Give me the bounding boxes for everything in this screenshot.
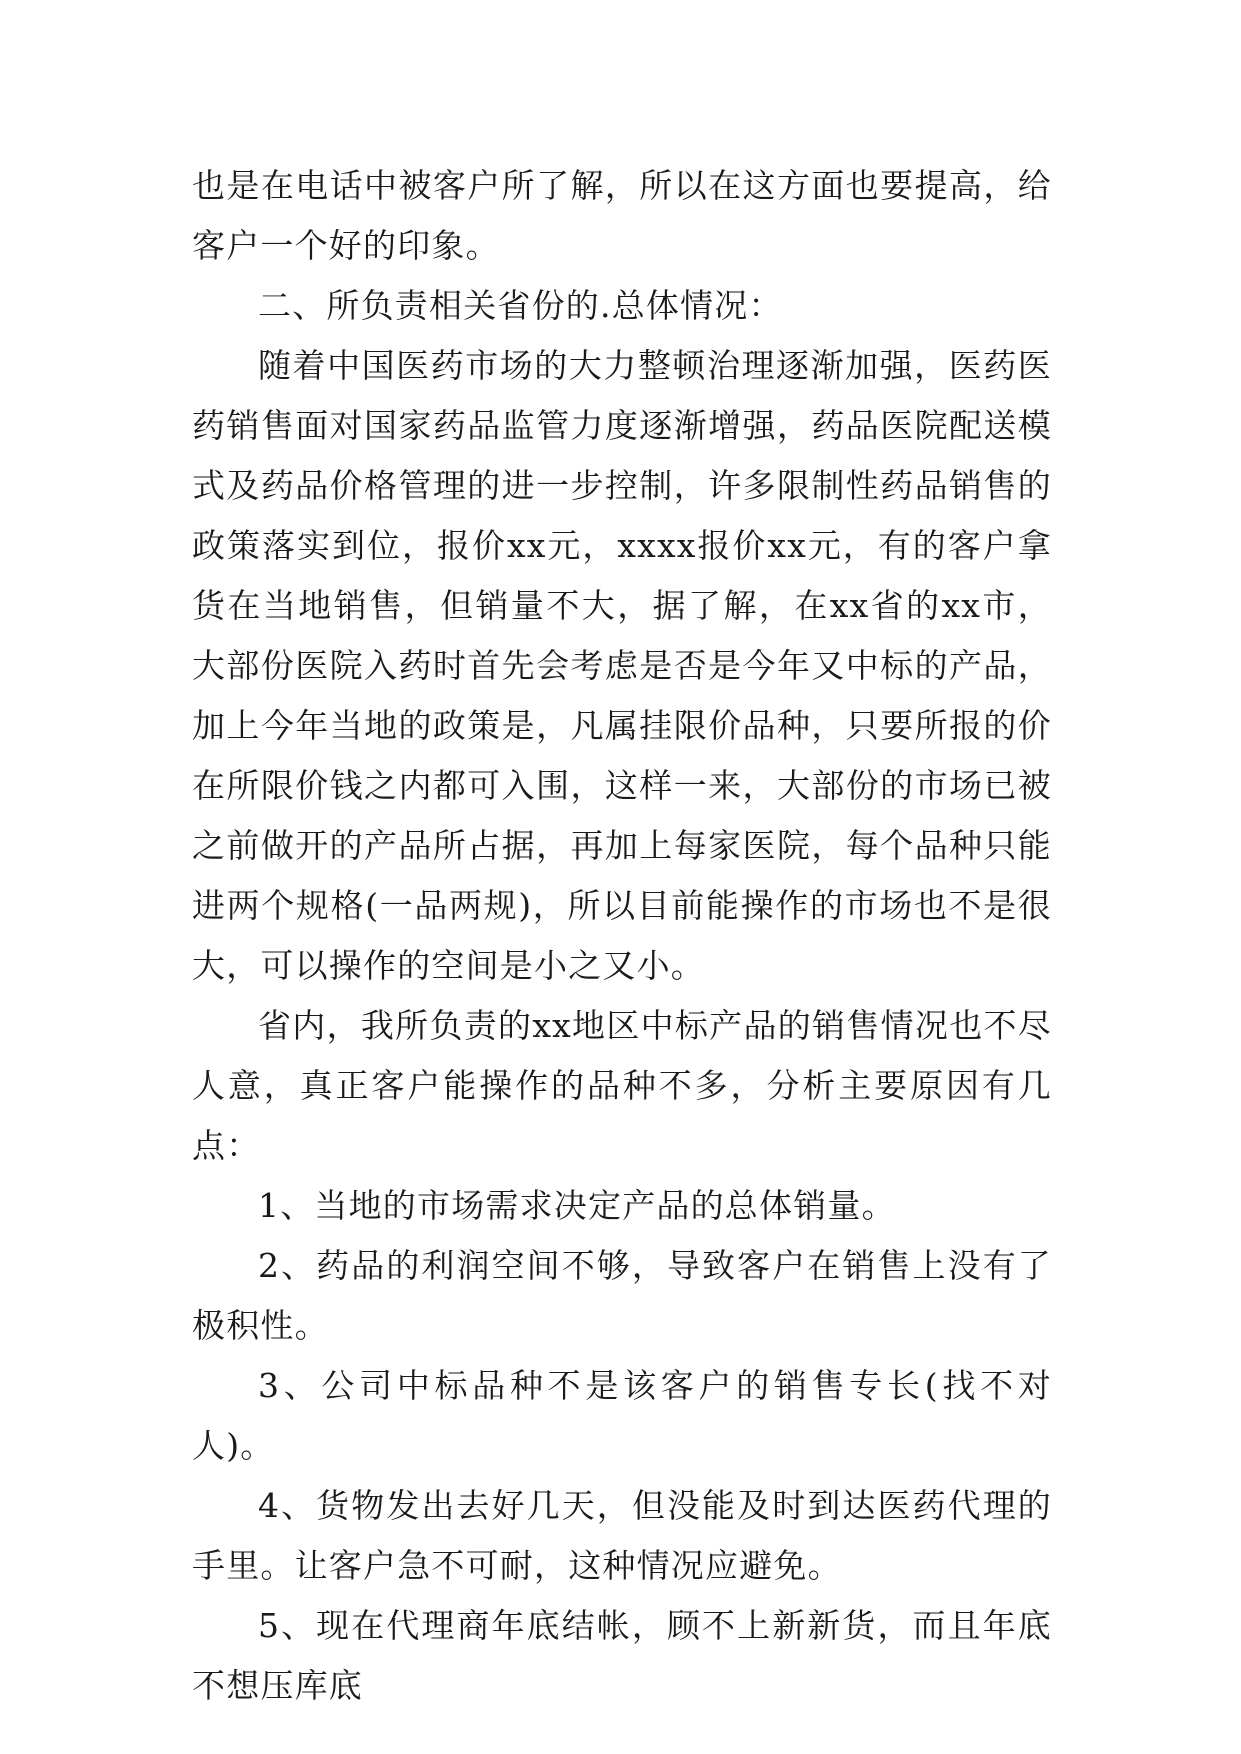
list-item: 5、现在代理商年底结帐，顾不上新新货，而且年底不想压库底 [192,1606,1052,1705]
list-item: 3、公司中标品种不是该客户的销售专长(找不对人)。 [192,1366,1052,1465]
paragraph: 随着中国医药市场的大力整顿治理逐渐加强，医药医药销售面对国家药品监管力度逐渐增强，药品医院配送模式及药品价格管理的进一步控制，许多限制性药品销售的政策落实到位，报价xx元，xxxx报价xx元，有的客户拿货在当地销售，但销量不大，据了解，在xx省的xx市，大部份医院入药时首先会考虑是否是今年又中标的产品，加上今年当地的政策是，凡属挂限价品种，只要所报的价在所限价钱之内都可入围，这样一来，大部份的市场已被之前做开的产品所占据，再加上每家医院，每个品种只能进两个规格(一品两规)，所以目前能操作的市场也不是很大，可以操作的空间是小之又小。 [192,346,1052,985]
list-item: 2、药品的利润空间不够，导致客户在销售上没有了极积性。 [192,1246,1052,1345]
paragraph: 省内，我所负责的xx地区中标产品的销售情况也不尽人意，真正客户能操作的品种不多，分析主要原因有几点： [192,1006,1052,1165]
section-heading: 二、所负责相关省份的.总体情况： [258,286,783,325]
list-item: 1、当地的市场需求决定产品的总体销量。 [258,1186,896,1225]
paragraph-continuation: 也是在电话中被客户所了解，所以在这方面也要提高，给客户一个好的印象。 [192,166,1052,265]
document-body [192,156,1052,1716]
list-item: 4、货物发出去好几天，但没能及时到达医药代理的手里。让客户急不可耐，这种情况应避免。 [192,1486,1052,1585]
